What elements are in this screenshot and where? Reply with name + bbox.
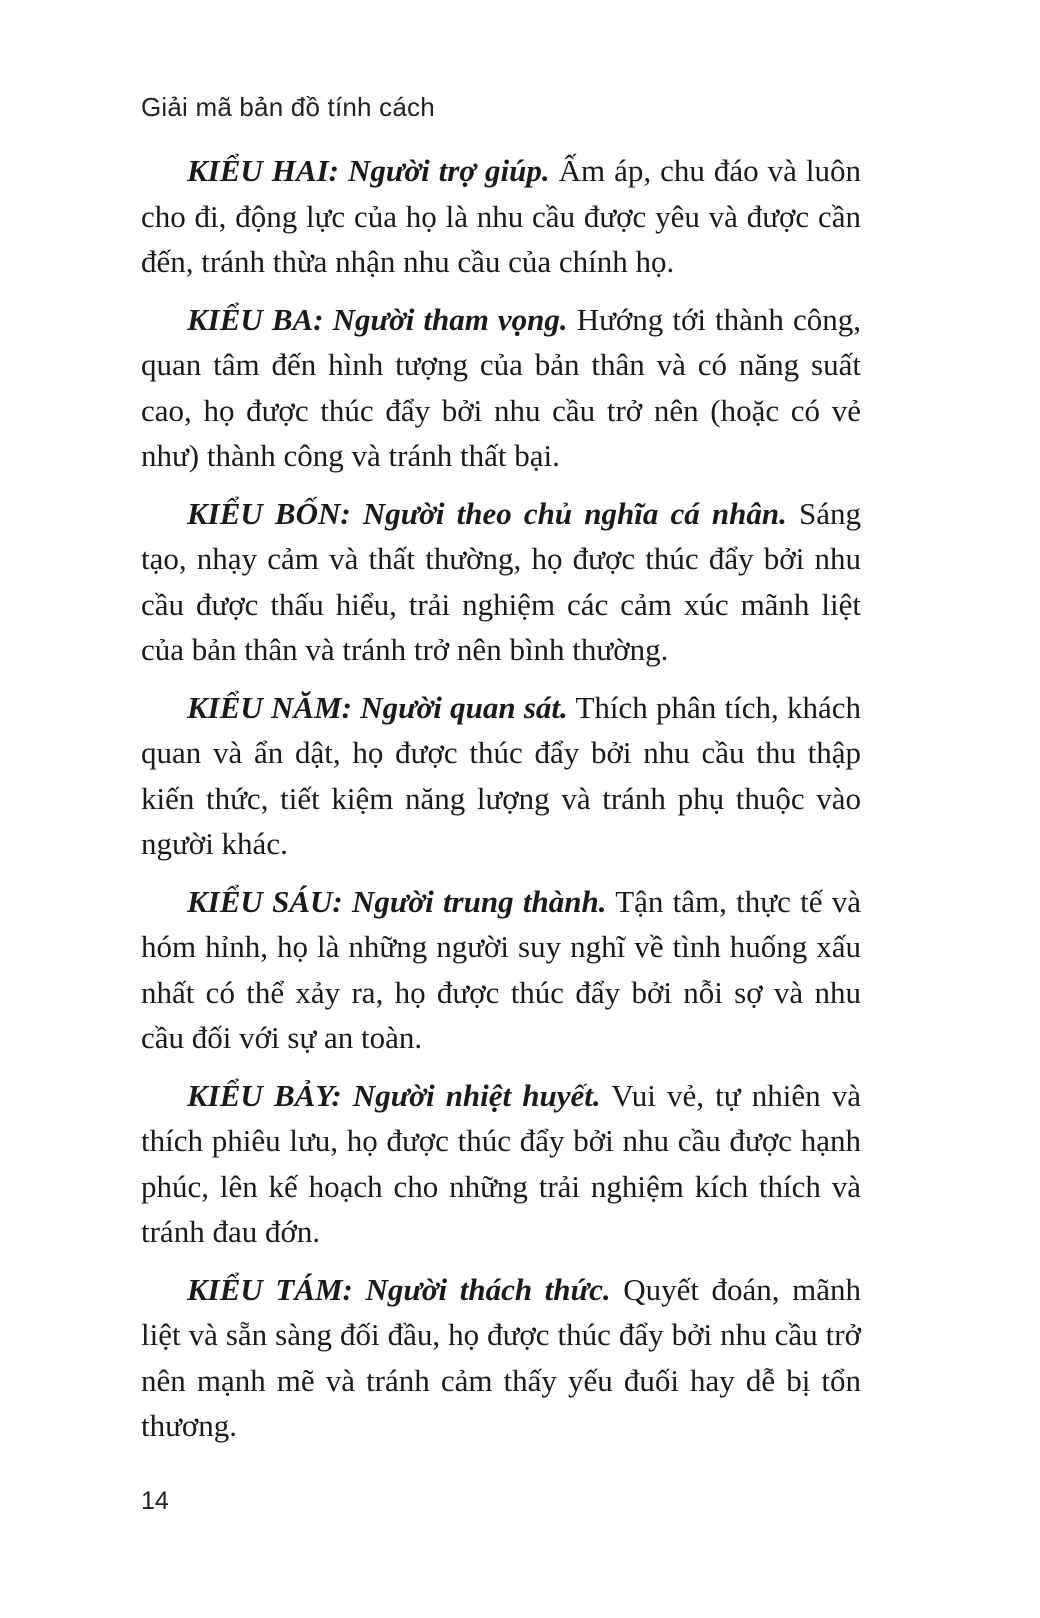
type-description: Hướng tới thành công, quan tâm đến hình tượng của bản thân và có năng suất cao, họ được thúc đẩy bởi nhu cầu trở nên (hoặc có vẻ như) thành công và tránh thất bại. — [141, 301, 861, 473]
type-entry-three — [141, 297, 861, 479]
type-description: Tận tâm, thực tế và hóm hỉnh, họ là những người suy nghĩ về tình huống xấu nhất có thể xảy ra, họ được thúc đẩy bởi nỗi sợ và nhu cầu đối với sự an toàn. — [141, 883, 861, 1055]
type-title: KIỂU BẢY: Người nhiệt huyết. — [187, 1077, 601, 1113]
body-text — [141, 148, 861, 1461]
page-number: 14 — [141, 1487, 169, 1515]
type-description: Quyết đoán, mãnh liệt và sẵn sàng đối đầu, họ được thúc đẩy bởi nhu cầu trở nên mạnh mẽ và tránh cảm thấy yếu đuối hay dễ bị tổn thương. — [141, 1271, 861, 1443]
type-description: Thích phân tích, khách quan và ẩn dật, họ được thúc đẩy bởi nhu cầu thu thập kiến thức, tiết kiệm năng lượng và tránh phụ thuộc vào người khác. — [141, 689, 861, 861]
type-title: KIỂU TÁM: Người thách thức. — [187, 1271, 611, 1307]
type-entry-eight — [141, 1267, 861, 1449]
running-header: Giải mã bản đồ tính cách — [141, 92, 435, 122]
type-entry-six — [141, 879, 861, 1061]
type-entry-seven — [141, 1073, 861, 1255]
type-title: KIỂU NĂM: Người quan sát. — [187, 689, 568, 725]
type-entry-two — [141, 148, 861, 285]
type-title: KIỂU SÁU: Người trung thành. — [187, 883, 607, 919]
type-entry-four — [141, 491, 861, 673]
type-title: KIỂU HAI: Người trợ giúp. — [187, 153, 550, 188]
type-title: KIỂU BA: Người tham vọng. — [187, 301, 568, 337]
type-description: Sáng tạo, nhạy cảm và thất thường, họ được thúc đẩy bởi nhu cầu được thấu hiểu, trải nghiệm các cảm xúc mãnh liệt của bản thân và tránh trở nên bình thường. — [141, 495, 862, 667]
type-entry-five — [141, 685, 861, 867]
type-description: Vui vẻ, tự nhiên và thích phiêu lưu, họ được thúc đẩy bởi nhu cầu được hạnh phúc, lên kế hoạch cho những trải nghiệm kích thích và tránh đau đớn. — [141, 1077, 861, 1249]
type-description: Ấm áp, chu đáo và luôn cho đi, động lực của họ là nhu cầu được yêu và được cần đến, tránh thừa nhận nhu cầu của chính họ. — [141, 153, 862, 279]
type-title: KIỂU BỐN: Người theo chủ nghĩa cá nhân. — [187, 495, 787, 531]
